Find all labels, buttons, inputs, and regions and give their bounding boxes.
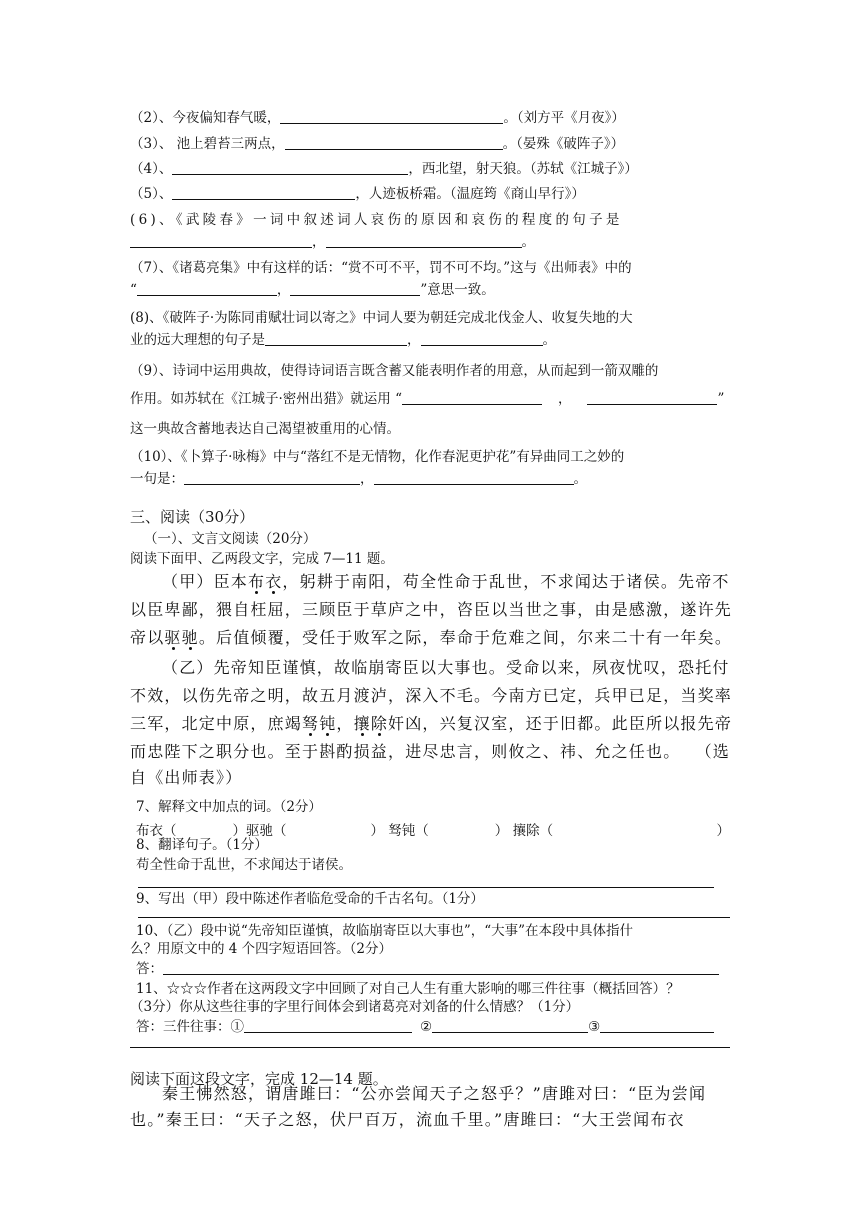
period: 。 [573, 471, 587, 487]
comma: ， [360, 471, 374, 487]
answer-blank[interactable] [600, 1017, 714, 1033]
jia-text: （甲）臣本 [162, 572, 249, 591]
yi-source-start: （选 [695, 742, 730, 761]
q10-text: （10）、《卜算子·咏梅》中与“落红不是无情物，化作春泥更护花”有异曲同工之妙的 [130, 449, 625, 465]
q7-title: 7、解释文中加点的词。（2分） [136, 799, 322, 815]
answer-blank[interactable] [163, 962, 719, 975]
q11-text: 11、☆☆☆作者在这两段文字中回顾了对自己人生有重大影响的哪三件往事（概括回答）？ [136, 981, 680, 997]
circled-2: ② [420, 1019, 433, 1035]
answer-blank[interactable] [421, 330, 543, 346]
passage-yi-line2 [130, 682, 733, 710]
q8-sentence [130, 854, 730, 876]
q3-text: （3）、 池上碧苔三两点， [130, 136, 285, 152]
question-5 [130, 183, 730, 205]
answer-line[interactable] [138, 916, 730, 918]
passage2-line1 [130, 1080, 730, 1108]
dotted-char: 驱 [164, 628, 182, 647]
passage-jia-line1 [130, 568, 730, 596]
comma: ， [407, 332, 421, 348]
q7-tail: ”意思一致。 [420, 282, 495, 298]
answer-blank[interactable] [172, 159, 408, 175]
answer-blank[interactable] [326, 232, 522, 248]
q2-source: 。（刘方平《月夜》） [503, 110, 625, 126]
jia-text: ，躬耕于南阳，苟全性命于乱世，不求闻达于诸侯。先帝不 [282, 572, 730, 591]
answer-blank[interactable] [290, 280, 420, 296]
question-8 [130, 307, 730, 329]
passage2-text: 也。”秦王曰：“天子之怒，伏尸百万，流血千里。”唐雎曰：“大王尝闻布衣 [130, 1110, 685, 1129]
yi-text: 不效，以伤先帝之明，故五月渡泸，深入不毛。今南方已定，兵甲已足，当奖率 [130, 686, 733, 705]
passage-yi-line5 [130, 764, 730, 792]
dotted-char: 驽 [302, 714, 320, 733]
instruction-text: 阅读下面甲、乙两段文字，完成 7—11 题。 [130, 551, 394, 567]
answer-blank[interactable] [432, 1017, 588, 1033]
passage-jia-line2 [130, 596, 733, 624]
dotted-char: 驰 [181, 628, 199, 647]
answer-blank[interactable] [265, 330, 407, 346]
question-8-answer [130, 329, 730, 351]
q10-text: 10、（乙）段中说“先帝知臣谨慎，故临崩寄臣以大事也”，“大事”在本段中具体指什 [136, 923, 634, 939]
q11-line2 [130, 996, 730, 1018]
q8-text: (8)、《破阵子·为陈同甫赋壮词以寄之》中词人要为朝廷完成北伐金人、收复失地的大 [130, 310, 633, 326]
exam-page [130, 104, 733, 1129]
answer-blank[interactable] [137, 280, 277, 296]
q7-close: ） [716, 823, 730, 839]
passage2-line2 [130, 1106, 730, 1134]
answer-blank[interactable] [172, 184, 355, 200]
question-4 [130, 158, 730, 180]
yi-text: （乙）先帝知臣谨慎，故临崩寄臣以大事也。受命以来，夙夜忧叹，恐托付 [162, 658, 730, 677]
circled-3: ③ [588, 1019, 601, 1035]
q9-text-2: 作用。如苏轼在《江城子·密州出猎》就运用 “ [130, 391, 402, 407]
q7 [130, 796, 730, 818]
passage2-instruction-text: 阅读下面这段文字，完成 12—14 题。 [130, 1070, 388, 1088]
question-9 [130, 360, 730, 382]
answer-label: 答：三件往事：① [136, 1019, 244, 1035]
yi-text: 奸凶，兴复汉室，还于旧都。此臣所以报先帝 [388, 714, 733, 733]
yi-text: ， [336, 714, 354, 733]
comma: ， [312, 234, 326, 250]
answer-label: 答： [136, 961, 163, 977]
comma: ， [557, 391, 572, 407]
answer-blank[interactable] [244, 1017, 412, 1033]
q11-answer [130, 1016, 730, 1038]
answer-blank[interactable] [587, 389, 717, 405]
q2-text: （2）、今夜偏知春气暖， [130, 110, 281, 126]
q5-text: （5）、 [130, 186, 173, 202]
answer-blank[interactable] [130, 232, 312, 248]
q11-text-2: （3分）你从这些往事的字里行间体会到诸葛亮对刘备的什么情感？（1分） [130, 999, 580, 1015]
answer-blank[interactable] [402, 389, 542, 405]
q8-title: 8、翻译句子。（1分） [136, 837, 268, 853]
q10-text-2: 么？用原文中的 4 个四字短语回答。（2分） [130, 941, 393, 957]
dotted-char: 钝 [319, 714, 337, 733]
question-10 [130, 446, 730, 468]
question-10-answer [130, 468, 730, 490]
passage-yi-line1 [130, 654, 730, 682]
answer-blank[interactable] [184, 469, 360, 485]
period: 。 [542, 332, 556, 348]
passage-jia-line3 [130, 624, 733, 652]
question-2 [130, 107, 730, 129]
answer-blank[interactable] [285, 134, 503, 150]
open-quote: “ [130, 282, 137, 298]
q6-text: (6)、《武陵春》一词中叙述词人哀伤的原因和哀伤的程度的句子是 [130, 212, 623, 228]
question-6 [130, 209, 730, 231]
period: 。 [521, 234, 535, 250]
section-title [130, 506, 730, 528]
dotted-char: 除 [370, 714, 389, 733]
reading-instruction [130, 548, 730, 570]
passage-yi-line3 [130, 710, 733, 738]
q9-text: （9）、诗词中运用典故，使得诗词语言既含蓄又能表明作者的用意，从而起到一箭双雕的 [130, 363, 659, 379]
q4-source: ，西北望，射天狼。（苏轼《江城子》） [408, 161, 638, 177]
q10-text-2: 一句是： [130, 471, 184, 487]
question-9-line3 [130, 418, 730, 440]
answer-blank[interactable] [280, 108, 503, 124]
q7-rangchu: ） 攘除（ [494, 823, 554, 839]
q5-source: ，人迹板桥霜。（温庭筠《商山早行》） [355, 186, 585, 202]
jia-text: 帝以 [130, 628, 165, 647]
dotted-char: 攘 [353, 714, 371, 733]
sub-title-text: （一）、文言文阅读（20分） [144, 531, 317, 547]
question-3 [130, 133, 730, 155]
close-quote: ” [717, 391, 725, 407]
question-6-answer [130, 231, 730, 253]
yi-source: 自《出师表》） [130, 768, 243, 787]
answer-line[interactable] [130, 1046, 730, 1048]
sub-title [130, 528, 730, 550]
passage-yi-line4 [130, 738, 730, 766]
comma: ， [276, 282, 291, 298]
q7-buyi: 布衣（ [136, 823, 177, 839]
passage2-text: 秦王怫然怒，谓唐雎曰：“公亦尝闻天子之怒乎？”唐雎对曰：“臣为尝闻 [162, 1084, 707, 1103]
q8 [130, 834, 730, 856]
q8-sentence-text: 苟全性命于乱世，不求闻达于诸侯。 [136, 857, 352, 873]
q8-text-2: 业的远大理想的句子是 [130, 332, 265, 348]
jia-text: 以臣卑鄙，猥自枉屈，三顾臣于草庐之中，咨臣以当世之事，由是感激，遂许先 [130, 600, 733, 619]
answer-blank[interactable] [374, 469, 574, 485]
q9 [130, 888, 730, 910]
q9-text-3: 这一典故含蓄地表达自己渴望被重用的心情。 [130, 421, 400, 437]
dotted-char: 衣 [265, 572, 283, 591]
q3-source: 。（晏殊《破阵子》） [502, 136, 625, 152]
section-title-text: 三、阅读（30分） [130, 508, 255, 526]
question-7 [130, 257, 730, 279]
question-9-answer [130, 388, 730, 410]
q10-answer [130, 958, 730, 980]
q10-line2 [130, 938, 730, 960]
q7-quchi: ）驱驰（ [232, 823, 287, 839]
question-7-answer [130, 279, 730, 301]
q7-nudun: ） 驽钝（ [370, 823, 429, 839]
q7-text: （7）、《诸葛亮集》中有这样的话：“赏不可不平，罚不可不均。”这与《出师表》中的 [130, 260, 632, 276]
yi-text: 而忠陛下之职分也。至于斟酌损益，进尽忠言，则攸之、祎、允之任也。 [130, 742, 681, 761]
yi-text: 三军，北定中原，庶竭 [130, 714, 303, 733]
jia-text: 。后值倾覆，受任于败军之际，奉命于危难之间，尔来二十有一年矣。 [198, 628, 733, 647]
q9-title: 9、写出（甲）段中陈述作者临危受命的千古名句。（1分） [136, 891, 484, 907]
q4-text: （4）、 [130, 161, 173, 177]
dotted-char: 布 [248, 572, 266, 591]
